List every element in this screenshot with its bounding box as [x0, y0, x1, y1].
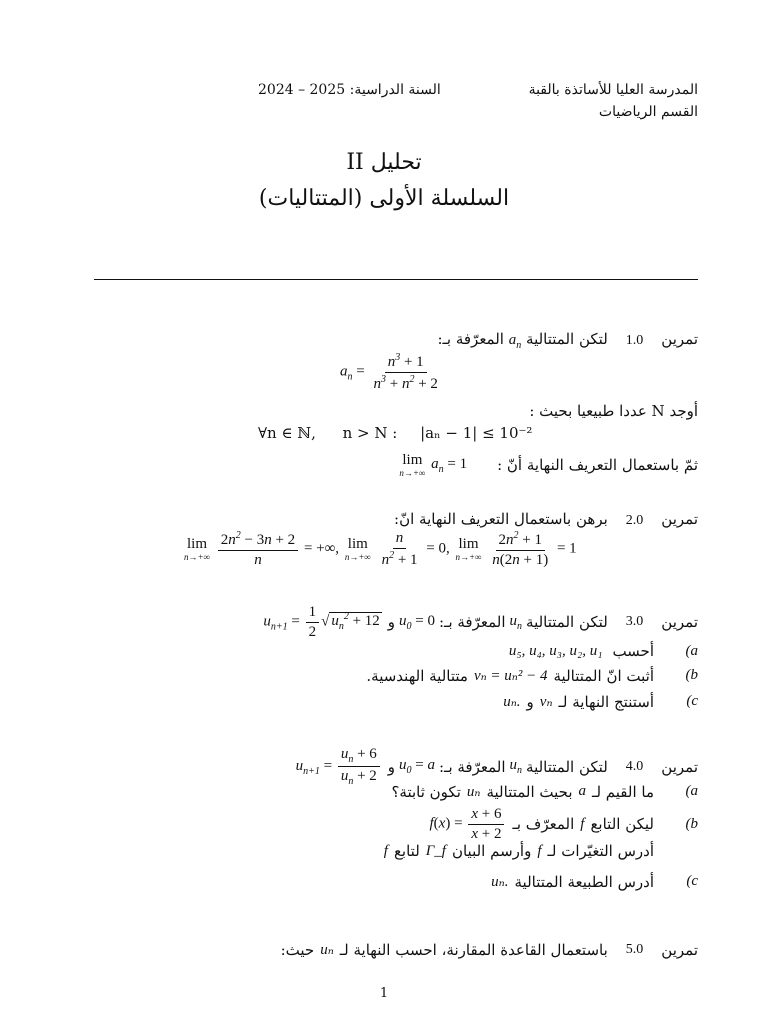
exercise-5-heading — [281, 940, 698, 959]
exercise-number: 3.0 — [625, 614, 644, 629]
ex3-item-a — [509, 642, 698, 660]
exercise-text: لتكن المتتالية — [526, 330, 608, 348]
item-text: متتالية الهندسية. — [366, 666, 468, 685]
item-label: (a — [685, 783, 698, 799]
exercise-number: 5.0 — [625, 941, 644, 957]
page-number: 1 — [379, 986, 389, 1001]
academic-year-label: السنة الدراسية: — [349, 82, 441, 98]
item-text: أحسب — [612, 642, 654, 660]
ex4-item-b — [430, 806, 699, 842]
horizontal-rule — [94, 279, 698, 280]
item-math: a — [578, 783, 587, 799]
sequence-symbol: $u_n$ — [509, 612, 523, 632]
item-label: (b — [685, 815, 698, 832]
exercise-number: 2.0 — [625, 513, 644, 528]
ex3-item-b — [366, 666, 698, 685]
item-math: uₙ. — [491, 874, 509, 890]
item-text: ليكن التابع — [590, 815, 654, 833]
item-label: (b — [685, 667, 698, 683]
exercise-label: تمرين — [661, 510, 698, 528]
conjunction: و — [387, 757, 396, 776]
item-label: (c — [686, 693, 698, 709]
item-text: و — [526, 692, 534, 711]
ex4-item-a — [391, 782, 698, 801]
item-text: وأرسم البيان — [451, 842, 532, 860]
ex2-limits: lim n→+∞ $\frac{2n^2 - 3n + 2}{n}$ = +∞, lim n→+∞ $\frac{n}{n^2 + 1}$ = 0, lim n→+∞ $\frac{2n^2 + 1}{n(2n + 1)}$ = 1 — [184, 530, 577, 568]
limit-result-3: = 1 — [556, 540, 577, 557]
recurrence-formula: $u_{n+1}$ = $\frac{1}{2}$ √ $u_n^2 + 12$ — [263, 604, 380, 640]
limit-result-2: = 0, — [426, 540, 450, 557]
ex1-then-text: ثمّ باستعمال التعريف النهاية أنّ : — [497, 455, 698, 474]
exercise-4-heading — [296, 746, 698, 787]
course-title — [0, 150, 768, 175]
item-math: f — [383, 842, 388, 859]
exercise-label: تمرين — [661, 940, 698, 959]
exercise-3-heading — [263, 604, 698, 640]
item-math: uₙ — [466, 784, 481, 800]
item-text: تكون ثابتة؟ — [391, 782, 461, 801]
initial-term: $u_0 = a$ — [399, 757, 435, 776]
ex3-item-c — [503, 692, 698, 711]
sequence-symbol: $u_n$ — [509, 757, 523, 776]
conjunction: و — [387, 613, 396, 631]
ex4-item-c — [491, 872, 698, 891]
limit-result-1: = +∞, — [303, 540, 340, 557]
exercise-2-heading — [394, 510, 698, 529]
ex1-find-text: أوجد N عددا طبيعيا بحيث : — [529, 402, 698, 420]
item-text: المعرّف بـ — [512, 815, 575, 833]
condition-n: n > N : — [342, 424, 398, 442]
limit-an: lim n→+∞ $a_n = 1$ — [399, 452, 468, 478]
condition-quantifier: ∀n ∈ ℕ, — [258, 424, 316, 442]
item-text: أستنتج النهاية لـ — [558, 692, 654, 711]
item-text: لتابع — [393, 842, 420, 860]
item-math: Γ_f — [425, 842, 446, 859]
initial-term: $u_0 = 0$ — [399, 612, 435, 632]
exercise-number: 1.0 — [625, 333, 644, 348]
item-label: (a — [685, 642, 698, 659]
item-math: f — [580, 815, 585, 832]
sequence-symbol: uₙ — [320, 942, 334, 958]
ex4-item-b-continued — [384, 842, 698, 860]
item-math: vₙ = uₙ² − 4 — [473, 668, 548, 684]
formula-an: $a_n$ = $\frac{n^3 + 1}{n^3 + n^2 + 2}$ — [340, 352, 438, 392]
exercise-number: 4.0 — [625, 758, 644, 774]
department-name: القسم الرياضيات — [598, 104, 698, 120]
ex1-then-line — [397, 452, 698, 478]
item-math: uₙ. — [503, 694, 521, 710]
exercise-text: المعرّفة بـ: — [439, 613, 506, 631]
course-word: تحليل — [370, 150, 422, 175]
exercise-text: برهن باستعمال التعريف النهاية انّ: — [394, 510, 608, 528]
recurrence-formula: $u_{n+1}$ = $\frac{u_n + 6}{u_n + 2}$ — [296, 746, 382, 787]
exercise-label: تمرين — [661, 330, 698, 348]
item-math: u₅, u₄, u₃, u₂, u₁ — [508, 642, 603, 659]
series-title: السلسلة الأولى (المتتاليات) — [258, 186, 510, 211]
ex1-condition — [258, 424, 532, 442]
item-text: أثبت انّ المتتالية — [553, 666, 654, 685]
item-label: (c — [686, 873, 698, 889]
item-text: بحيث المتتالية — [486, 782, 573, 801]
item-text: أدرس التغيّرات لـ — [547, 842, 654, 860]
item-text: ما القيم لـ — [592, 782, 654, 801]
item-math: vₙ — [539, 694, 553, 710]
exercise-text: حيث: — [280, 940, 315, 959]
exercise-text: لتكن المتتالية — [526, 613, 608, 631]
condition-bound: |aₙ − 1| ≤ 10⁻² — [420, 424, 533, 442]
item-math: f — [537, 842, 542, 859]
sequence-symbol: $a_n$ — [508, 332, 522, 351]
exercise-label: تمرين — [661, 757, 698, 776]
exercise-text: لتكن المتتالية — [526, 757, 608, 776]
item-text: أدرس الطبيعة المتتالية — [514, 872, 654, 891]
function-formula: f(x) = $\frac{x + 6}{x + 2}$ — [430, 806, 507, 842]
academic-year — [258, 82, 441, 98]
exercise-1-heading — [437, 330, 698, 351]
exercise-text: المعرّفة بـ: — [437, 330, 504, 348]
school-name: المدرسة العليا للأساتذة بالقبة — [528, 82, 698, 98]
course-number: II — [346, 150, 364, 175]
academic-year-value: 2024 – 2025 — [258, 82, 346, 98]
exercise-text: المعرّفة بـ: — [439, 757, 506, 776]
exercise-text: باستعمال القاعدة المقارنة، احسب النهاية لـ — [339, 940, 608, 959]
exercise-label: تمرين — [661, 613, 698, 631]
